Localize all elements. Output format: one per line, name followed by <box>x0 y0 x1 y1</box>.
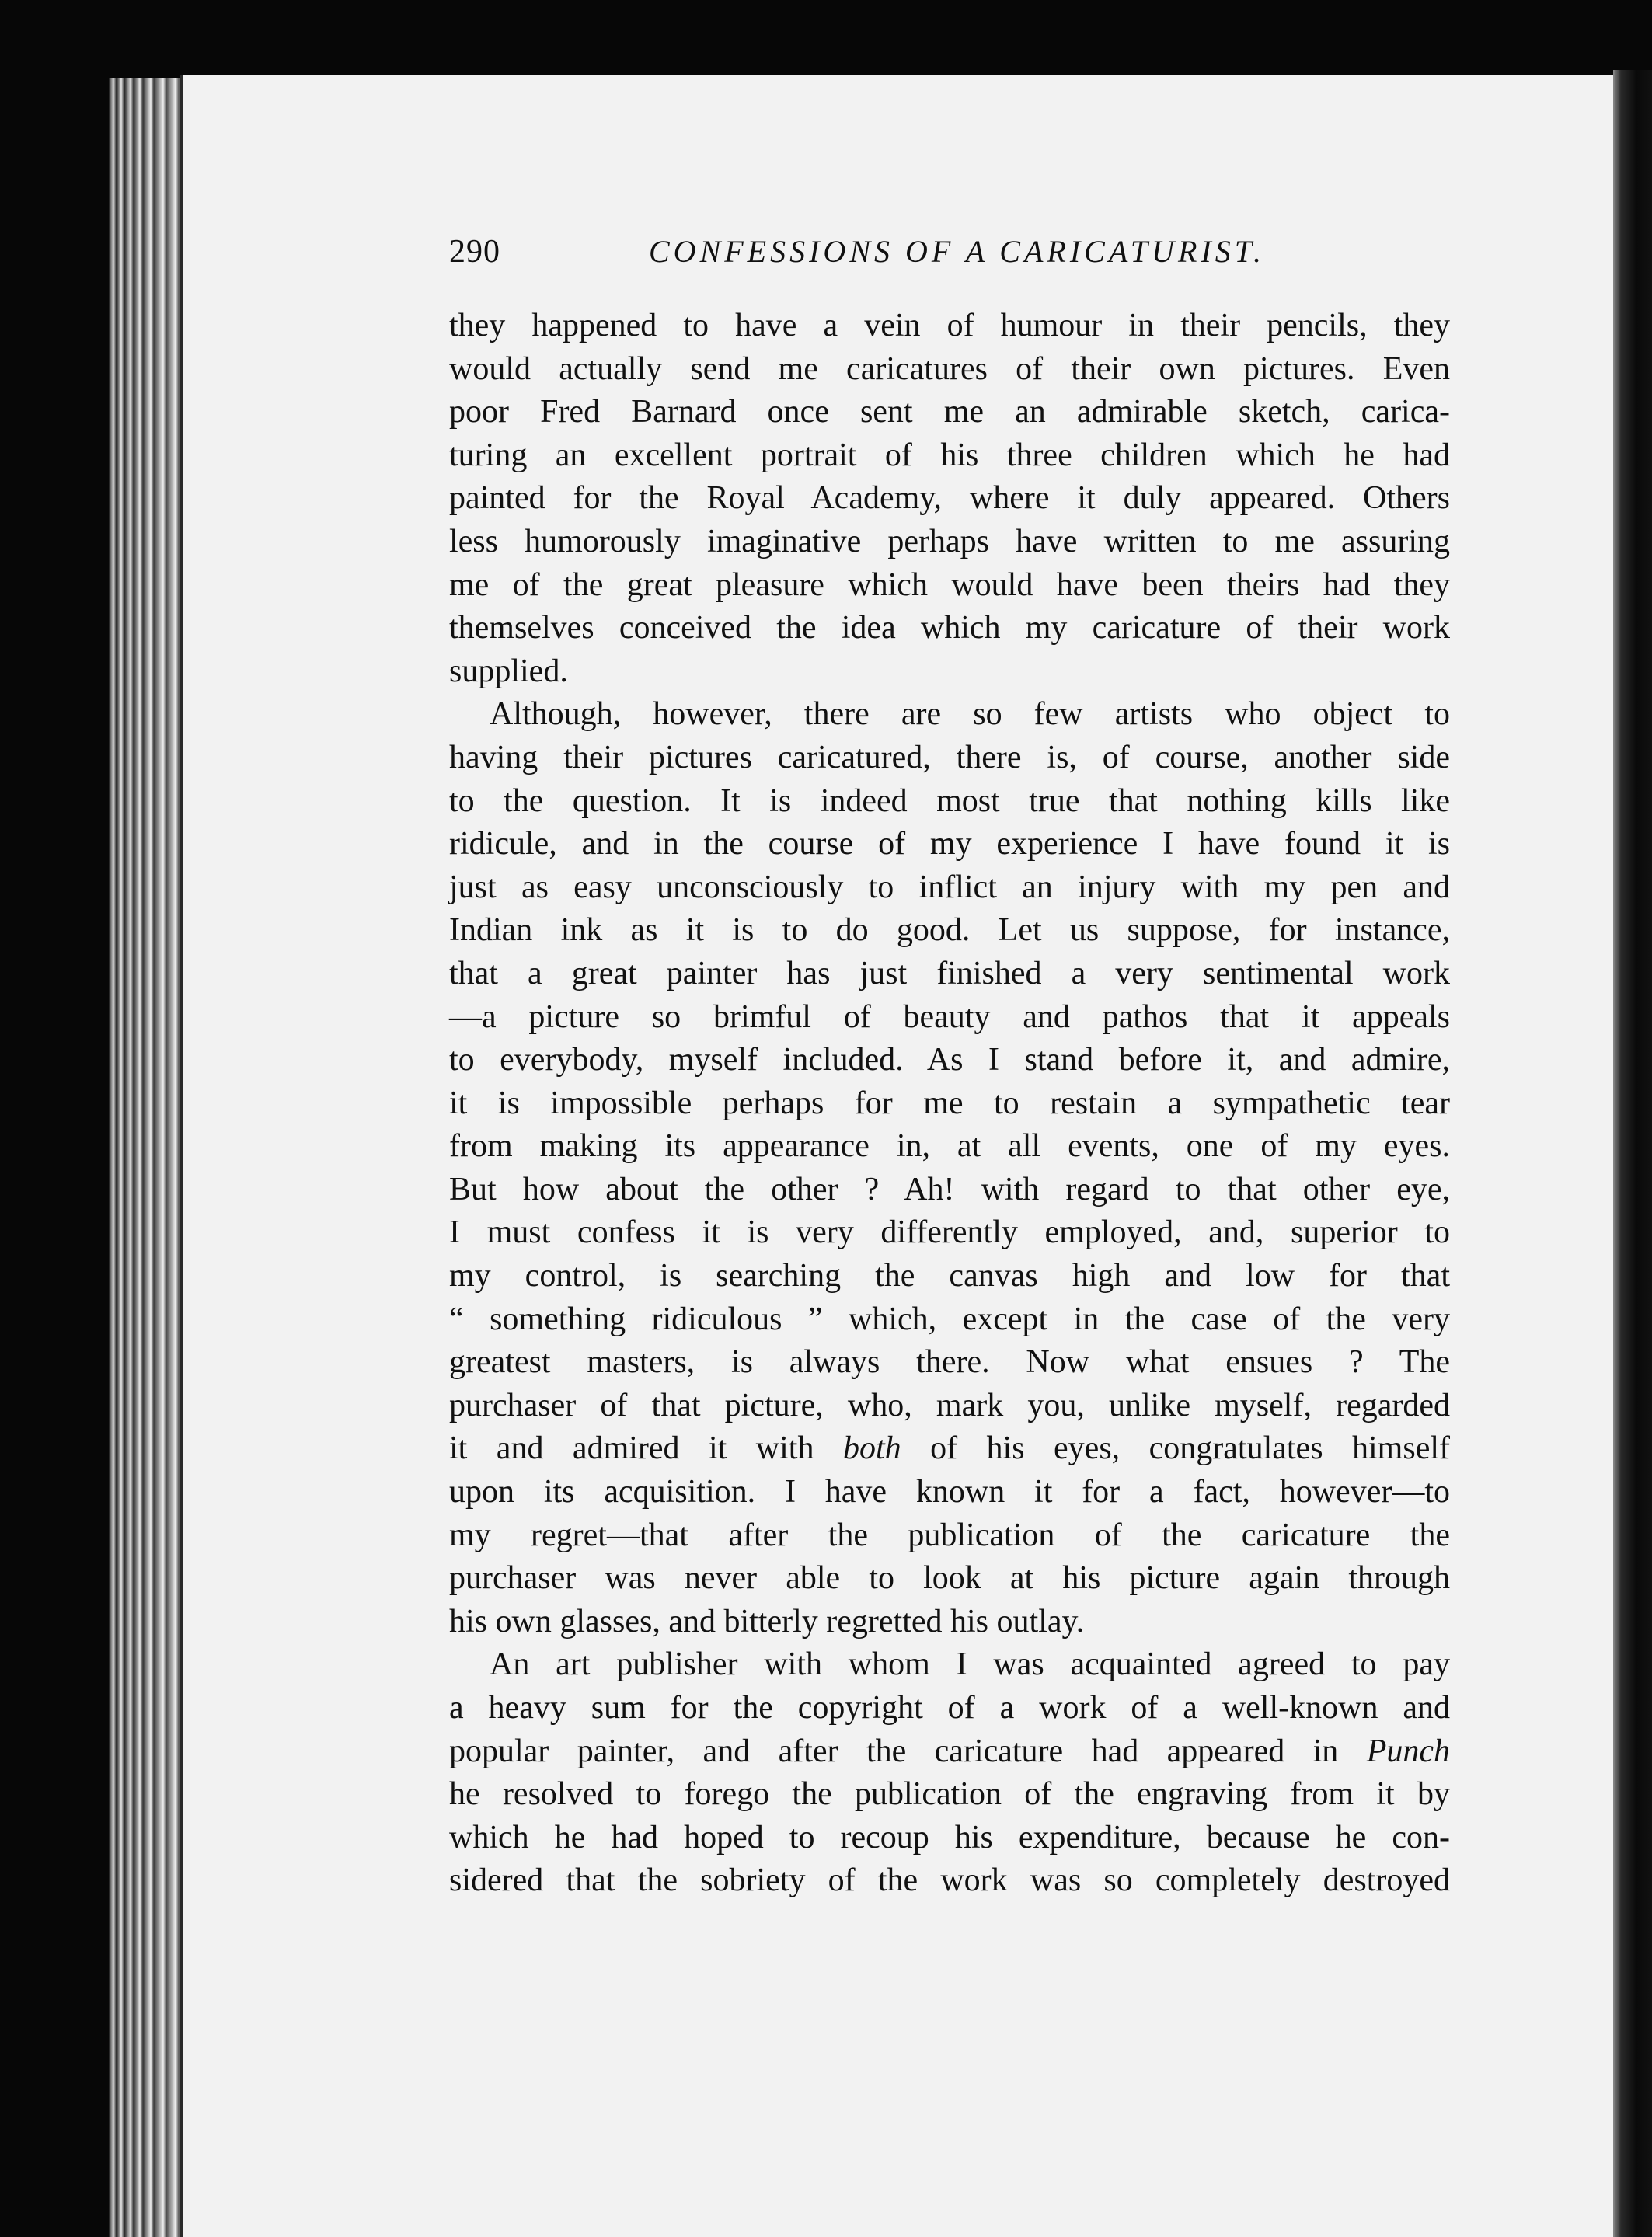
running-head <box>449 233 1304 280</box>
text-line: sidered that the sobriety of the work was so completely destroyed <box>449 1862 1450 1899</box>
text-line: painted for the Royal Academy, where it duly appeared. Others <box>449 480 1450 517</box>
text-segment: popular painter, and after the caricature had appeared in <box>449 1733 1367 1769</box>
text-line <box>449 1730 1450 1774</box>
text-line: a heavy sum for the copyright of a work of a well-known and <box>449 1690 1450 1726</box>
body-text <box>449 305 1450 1903</box>
text-line: less humorously imaginative perhaps have written to me assuring <box>449 523 1450 559</box>
text-line: ridicule, and in the course of my experience I have found it is <box>449 826 1450 862</box>
text-line: would actually send me caricatures of their own pictures. Even <box>449 350 1450 387</box>
text-line: my regret—that after the publication of the caricature the <box>449 1517 1450 1553</box>
text-line: poor Fred Barnard once sent me an admirable sketch, carica- <box>449 394 1450 430</box>
text-line: Although, however, there are so few artists who object to <box>490 696 1450 733</box>
text-line: my control, is searching the canvas high and low for that <box>449 1258 1450 1294</box>
text-line: that a great painter has just finished a very sentimental work <box>449 955 1450 991</box>
text-line: his own glasses, and bitterly regretted his outlay. <box>449 1603 1085 1639</box>
text-line: themselves conceived the idea which my caricature of their work <box>449 610 1450 646</box>
text-line: to the question. It is indeed most true that nothing kills like <box>449 782 1450 819</box>
text-line: he resolved to forego the publication of the engraving from it by <box>449 1776 1450 1813</box>
text-line: from making its appearance in, at all events, one of my eyes. <box>449 1128 1450 1165</box>
text-line <box>449 1427 1450 1471</box>
text-segment: it and admired it with <box>449 1430 843 1467</box>
text-line: to everybody, myself included. As I stand before it, and admire, <box>449 1042 1450 1078</box>
italic-text: Punch <box>1366 1733 1450 1769</box>
text-line: But how about the other ? Ah! with regard to that other eye, <box>449 1171 1450 1207</box>
text-line: —a picture so brimful of beauty and pathos that it appeals <box>449 998 1450 1035</box>
text-line: purchaser was never able to look at his picture again through <box>449 1560 1450 1597</box>
text-line: having their pictures caricatured, there is, of course, another side <box>449 739 1450 775</box>
text-line: upon its acquisition. I have known it for a fact, however—to <box>449 1474 1450 1510</box>
text-line: it is impossible perhaps for me to restain a sympathetic tear <box>449 1085 1450 1121</box>
text-line: me of the great pleasure which would have been theirs had they <box>449 566 1450 603</box>
text-line: they happened to have a vein of humour in their pencils, they <box>449 308 1450 343</box>
text-line: An art publisher with whom I was acquainted agreed to pay <box>490 1646 1450 1683</box>
running-title: CONFESSIONS OF A CARICATURIST. <box>649 234 1265 269</box>
text-segment: of his eyes, congratulates himself <box>901 1430 1450 1467</box>
text-line: “ something ridiculous ” which, except in the case of the very <box>449 1301 1450 1337</box>
book-spine-edge <box>1613 70 1652 2237</box>
text-line: turing an excellent portrait of his three children which he had <box>449 437 1450 473</box>
text-line: purchaser of that picture, who, mark you, unlike myself, regarded <box>449 1387 1450 1423</box>
text-line: greatest masters, is always there. Now what ensues ? The <box>449 1344 1450 1381</box>
text-line: just as easy unconsciously to inflict an injury with my pen and <box>449 869 1450 905</box>
italic-text: both <box>842 1430 901 1467</box>
text-line: I must confess it is very differently employed, and, superior to <box>449 1214 1450 1251</box>
text-line: Indian ink as it is to do good. Let us suppose, for instance, <box>449 912 1450 949</box>
text-line: which he had hoped to recoup his expenditure, because he con- <box>449 1819 1450 1855</box>
text-line: supplied. <box>449 653 568 689</box>
page-number: 290 <box>449 234 500 270</box>
